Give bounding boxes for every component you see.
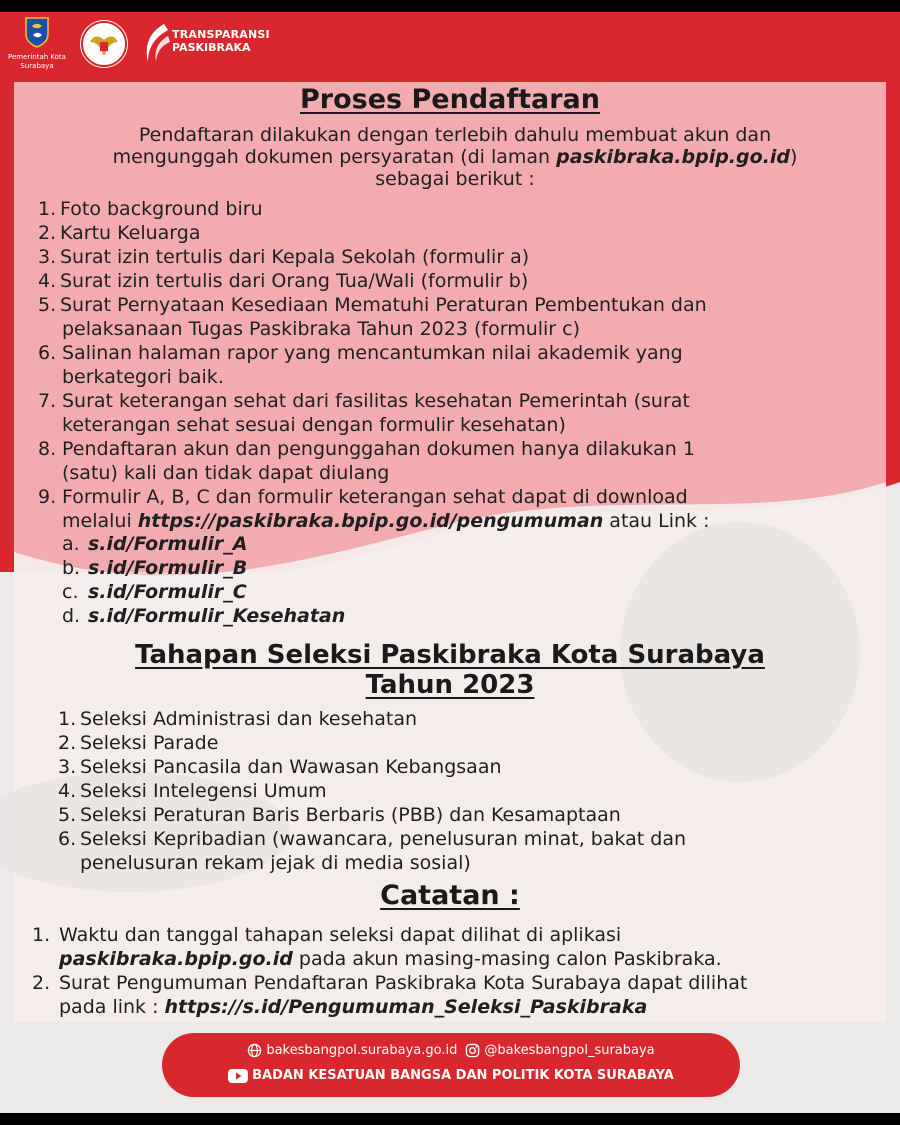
intro-line-2 (60, 146, 850, 168)
item-text: Surat Pernyataan Kesediaan Mematuhi Peraturan Pembentukan dan (60, 294, 707, 316)
item-text-cont (32, 947, 872, 971)
link-item (62, 604, 345, 628)
item-number: 2. (32, 972, 51, 994)
item-number: 1. (58, 708, 77, 730)
intro-line-3: sebagai berikut : (375, 168, 535, 190)
list-item (32, 923, 872, 971)
surabaya-logo-label-2: Surabaya (20, 62, 54, 70)
item-number: 1. (32, 924, 51, 946)
top-black-bar (0, 0, 900, 12)
item-number: 6. (38, 342, 57, 364)
item-number: 4. (38, 270, 57, 292)
list-item (58, 731, 858, 755)
list-item (38, 485, 858, 533)
item-text: Seleksi Intelegensi Umum (80, 780, 327, 802)
list-item (38, 221, 858, 245)
item-text: Surat izin tertulis dari Orang Tua/Wali (formulir b) (60, 270, 529, 292)
footer-contact-pill (162, 1033, 740, 1097)
item-text-cont: penelusuran rekam jejak di media sosial) (80, 852, 471, 874)
link-label: d. (62, 605, 81, 627)
item-text: Kartu Keluarga (60, 222, 201, 244)
seleksi-title (0, 640, 900, 700)
item-text: Seleksi Administrasi dan kesehatan (80, 708, 417, 730)
link-item (62, 532, 345, 556)
list-item (38, 269, 858, 293)
item-number: 8. (38, 438, 57, 460)
intro-line-1: Pendaftaran dilakukan dengan terlebih dahulu membuat akun dan (138, 124, 772, 146)
transparansi-swoosh-icon (142, 22, 170, 66)
intro-line-2a: mengunggah dokumen persyaratan (di laman (112, 146, 557, 168)
formulir-kesehatan-link[interactable]: s.id/Formulir_Kesehatan (88, 605, 346, 627)
surabaya-logo-label-1: Pemerintah Kota (8, 53, 66, 61)
formulir-c-link[interactable]: s.id/Formulir_C (88, 581, 247, 603)
catatan-list (32, 923, 872, 1019)
item-text: Surat Pengumuman Pendaftaran Paskibraka Kota Surabaya dapat dilihat (59, 972, 748, 994)
pendaftaran-title: Proses Pendaftaran (299, 84, 600, 115)
footer-social-row (162, 1043, 740, 1058)
seleksi-title-line-1: Tahapan Seleksi Paskibraka Kota Surabaya (135, 640, 765, 670)
formulir-b-link[interactable]: s.id/Formulir_B (88, 557, 248, 579)
pendaftaran-intro (60, 124, 850, 190)
item-number: 1. (38, 198, 57, 220)
link-item (62, 580, 345, 604)
formulir-a-link[interactable]: s.id/Formulir_A (88, 533, 248, 555)
list-item (38, 245, 858, 269)
seleksi-list (58, 707, 858, 875)
item-text: Surat izin tertulis dari Kepala Sekolah (formulir a) (60, 246, 530, 268)
transparansi-line-2: PASKIBRAKA (172, 41, 251, 54)
item-number: 4. (58, 780, 77, 802)
formulir-links (62, 532, 345, 628)
item-text: Waktu dan tanggal tahapan seleksi dapat dilihat di aplikasi (59, 924, 622, 946)
transparansi-line-1: TRANSPARANSI (172, 28, 270, 41)
item-number: 2. (58, 732, 77, 754)
pengumuman-link[interactable]: https://paskibraka.bpip.go.id/pengumuman (137, 510, 604, 532)
youtube-channel[interactable]: BADAN KESATUAN BANGSA DAN POLITIK KOTA SURABAYA (252, 1068, 674, 1083)
item-number: 3. (58, 756, 77, 778)
item-text-cont (38, 509, 858, 533)
item-number: 3. (38, 246, 57, 268)
list-item (58, 707, 858, 731)
item-text: Seleksi Peraturan Baris Berbaris (PBB) dan Kesamaptaan (80, 804, 621, 826)
footer-youtube-row (162, 1068, 740, 1083)
item-text: Surat keterangan sehat dari fasilitas kesehatan Pemerintah (surat (62, 390, 690, 412)
bottom-black-bar (0, 1113, 900, 1125)
item-text: Pendaftaran akun dan pengunggahan dokumen hanya dilakukan 1 (62, 438, 695, 460)
link-label: a. (62, 533, 80, 555)
website-text[interactable]: bakesbangpol.surabaya.go.id (266, 1043, 458, 1058)
item-text-suffix: pada akun masing-masing calon Paskibraka. (292, 948, 722, 970)
link-label: c. (62, 581, 79, 603)
list-item (58, 779, 858, 803)
item-text-cont: (satu) kali dan tidak dapat diulang (62, 462, 390, 484)
item-text: Formulir A, B, C dan formulir keterangan sehat dapat di download (62, 486, 688, 508)
item-number: 7. (38, 390, 57, 412)
item-text: Seleksi Pancasila dan Wawasan Kebangsaan (80, 756, 502, 778)
item-text: Salinan halaman rapor yang mencantumkan nilai akademik yang (62, 342, 683, 364)
surabaya-logo (6, 16, 68, 71)
list-item (32, 971, 872, 1019)
transparansi-logo (142, 22, 270, 72)
garuda-emblem (80, 20, 128, 68)
list-item (38, 389, 858, 437)
item-text-prefix: pada link : (59, 996, 165, 1018)
item-text: Foto background biru (60, 198, 263, 220)
item-text-prefix: melalui (62, 510, 138, 532)
logo-strip (0, 14, 900, 78)
pengumuman-seleksi-link[interactable]: https://s.id/Pengumuman_Seleksi_Paskibraka (164, 996, 648, 1018)
item-text: Seleksi Kepribadian (wawancara, penelusuran minat, bakat dan (80, 828, 687, 850)
item-text-cont: berkategori baik. (62, 366, 224, 388)
item-text-suffix: atau Link : (603, 510, 710, 532)
youtube-icon (228, 1069, 248, 1083)
intro-line-2c: ) (790, 146, 798, 168)
item-text-cont: keterangan sehat sesuai dengan formulir kesehatan) (62, 414, 566, 436)
list-item (58, 827, 858, 875)
item-number: 9. (38, 486, 57, 508)
item-text: Seleksi Parade (80, 732, 219, 754)
instagram-icon (465, 1043, 480, 1058)
list-item (38, 293, 858, 341)
item-number: 2. (38, 222, 57, 244)
instagram-handle[interactable]: @bakesbangpol_surabaya (484, 1043, 655, 1058)
list-item (38, 197, 858, 221)
list-item (58, 755, 858, 779)
item-number: 5. (58, 804, 77, 826)
surabaya-shield-icon (24, 16, 50, 48)
item-number: 5. (38, 294, 57, 316)
requirements-list (38, 197, 858, 533)
link-label: b. (62, 557, 81, 579)
list-item (38, 437, 858, 485)
list-item (38, 341, 858, 389)
list-item (58, 803, 858, 827)
aplikasi-link[interactable]: paskibraka.bpip.go.id (59, 948, 293, 970)
item-text-cont (32, 995, 872, 1019)
item-text-cont: pelaksanaan Tugas Paskibraka Tahun 2023 (formulir c) (62, 318, 581, 340)
link-item (62, 556, 345, 580)
catatan-title: Catatan : (380, 880, 520, 911)
item-number: 6. (58, 828, 77, 850)
globe-icon (247, 1043, 262, 1058)
seleksi-title-line-2: Tahun 2023 (365, 670, 535, 700)
garuda-icon (80, 20, 128, 68)
intro-site: paskibraka.bpip.go.id (556, 146, 791, 168)
